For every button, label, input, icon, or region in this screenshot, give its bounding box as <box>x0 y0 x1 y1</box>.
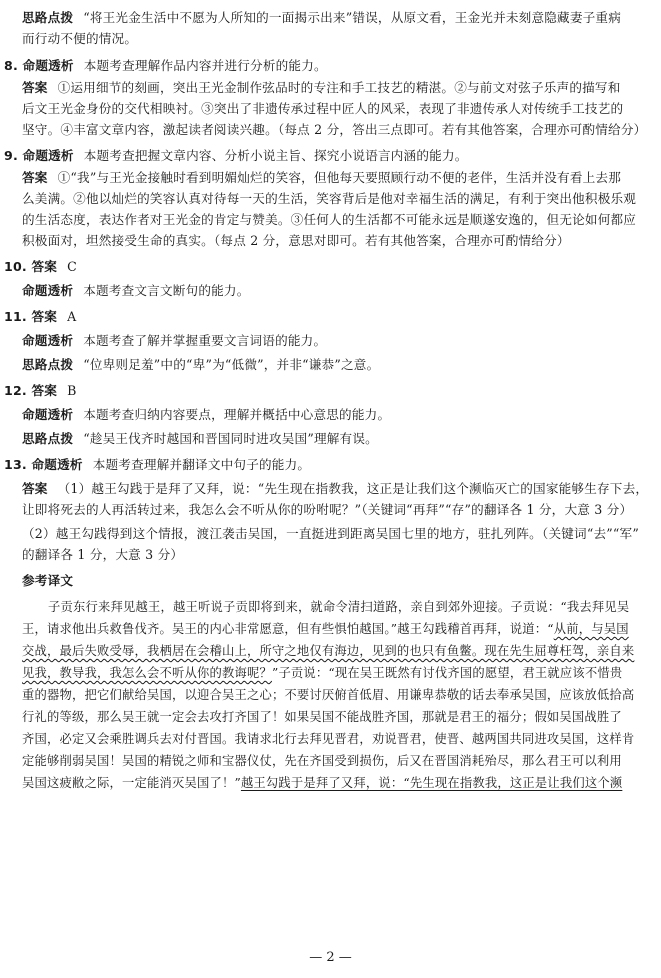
text-line <box>22 31 137 47</box>
body-text: 么美满。②他以灿烂的笑容认真对待每一天的生活，笑容背后是他对幸福生活的满足，有利于突出他积极乐观 <box>22 191 637 206</box>
body-text: 本题考查文言文断句的能力。 <box>83 283 250 298</box>
text-line <box>22 283 250 299</box>
text-line <box>4 58 327 74</box>
section-label: 8. <box>4 58 18 73</box>
body-text: 本题考查把握文章内容、分析小说主旨、探究小说语言内涵的能力。 <box>83 148 468 163</box>
body-text: 交战，最后失败受辱，我栖居在会稽山上，所守之地仅有海边，见到的也只有鱼鳖。现在先生屈尊枉驾，亲自来 <box>22 644 635 658</box>
section-label: 命题透析 <box>22 283 74 298</box>
text-line <box>22 709 622 725</box>
text-line <box>22 502 632 518</box>
body-text: 本题考查理解并翻译文中句子的能力。 <box>92 457 311 472</box>
text-line <box>22 191 636 207</box>
body-text: 吴国这疲敝之际，一定能消灭吴国了！” <box>22 776 241 790</box>
body-text: 后文王光金身份的交代相映衬。③突出了非遗传承过程中匠人的风采，表现了非遗传承人对传统手工技艺的 <box>22 101 624 116</box>
section-label: 思路点拨 <box>22 431 74 446</box>
section-label: 答案 <box>26 309 58 324</box>
body-text: “将王光金生活中不愿为人所知的一面揭示出来”错误，从原文看，王金光并未刻意隐藏妻子重病 <box>83 10 622 25</box>
text-line <box>22 643 634 659</box>
section-label: 12. <box>4 383 27 398</box>
section-label: 命题透析 <box>22 407 74 422</box>
body-text: C <box>67 259 77 274</box>
text-line <box>22 665 622 681</box>
body-text: （2）越王勾践得到这个情报，渡江袭击吴国，一直挺进到距离吴国七里的地方，驻扎列阵。（关键词“去”“军” <box>22 526 639 541</box>
body-text: 定能够削弱吴国！吴国的精锐之师和宝器仪仗，先在齐国受到损伤，后又在晋国消耗殆尽，那么君王可以利用 <box>22 754 622 768</box>
body-text: 让即将死去的人再活转过来，我怎么会不听从你的吩咐呢？”（关键词“再拜”“存”的翻译各 1 分，大意 3 分） <box>22 502 633 517</box>
text-line <box>22 621 629 637</box>
text-line <box>22 10 621 26</box>
body-text: 坚守。④丰富文章内容，激起读者阅读兴趣。（每点 2 分，答出三点即可。若有其他答案，合理亦可酌情给分） <box>22 122 647 137</box>
section-label: 答案 <box>26 259 58 274</box>
text-line <box>4 148 468 164</box>
body-text: 的生活态度，表达作者对王光金的肯定与赞美。③任何人的生活都不可能永远是顺遂安逸的，但无论如何都应 <box>22 212 637 227</box>
body-text: 本题考查理解作品内容并进行分析的能力。 <box>83 58 327 73</box>
body-text: 的翻译各 1 分，大意 3 分） <box>22 547 184 562</box>
body-text: A <box>67 309 77 324</box>
section-label: 答案 <box>22 80 48 95</box>
body-text: 见我，教导我，我怎么会不听从你的教诲呢？ <box>22 666 272 680</box>
text-line <box>22 80 621 96</box>
text-line <box>4 259 77 275</box>
text-line <box>22 753 622 769</box>
body-text: 从前，与吴国 <box>553 622 629 636</box>
body-text: 行礼的等级，那么吴王就一定会去攻打齐国了！如果吴国不能战胜齐国，那就是君王的福分；假如吴国战胜了 <box>22 710 622 724</box>
text-line <box>22 775 622 791</box>
body-text: 齐国，必定又会乘胜调兵去对付晋国。我请求北行去拜见晋君，劝说晋君，使晋、越两国共同进攻吴国，这样肯 <box>22 732 635 746</box>
section-label: 13. <box>4 457 27 472</box>
text-line <box>22 573 73 589</box>
text-line <box>22 547 183 563</box>
section-label: 命题透析 <box>26 457 83 472</box>
section-label: 答案 <box>22 481 48 496</box>
body-text: “位卑则足羞”中的“卑”为“低微”，并非“谦恭”之意。 <box>83 357 380 372</box>
section-label: 思路点拨 <box>22 10 74 25</box>
text-line <box>22 431 378 447</box>
body-text: 越王勾践于是拜了又拜，说：“先生现在指教我，这正是让我们这个濒 <box>240 776 623 790</box>
section-label: 9. <box>4 148 18 163</box>
text-line <box>22 481 648 497</box>
section-label: 10. <box>4 259 27 274</box>
page-number: — 2 — <box>309 950 352 965</box>
body-text: 而行动不便的情况。 <box>22 31 138 46</box>
section-label: 命题透析 <box>17 58 74 73</box>
text-line <box>4 309 76 325</box>
text-line <box>22 233 570 249</box>
body-text: 本题考查了解并掌握重要文言词语的能力。 <box>83 333 327 348</box>
text-line <box>22 407 390 423</box>
body-text: 王，请求他出兵救鲁伐齐。吴王的内心非常愿意，但有些惧怕越国。”越王勾践稽首再拜，说道：“ <box>22 622 554 636</box>
section-label: 答案 <box>26 383 58 398</box>
body-text: ①“我”与王光金接触时看到明媚灿烂的笑容，但他每天要照顾行动不便的老伴，生活并没有看上去那 <box>57 170 622 185</box>
text-line <box>22 333 326 349</box>
section-label: 命题透析 <box>17 148 74 163</box>
section-label: 11. <box>4 309 27 324</box>
body-text: 重的器物，把它们献给吴国，以迎合吴王之心；不要讨厌俯首低眉、用谦卑恭敬的话去奉承吴国，应该放低拾高 <box>22 688 635 702</box>
text-line <box>22 687 634 703</box>
text-line <box>22 122 646 138</box>
body-text: 子贡东行来拜见越王，越王听说子贡即将到来，就命令清扫道路，亲自到郊外迎接。子贡说：“我去拜见吴 <box>48 600 630 614</box>
text-line <box>22 526 639 542</box>
text-line <box>4 457 310 473</box>
section-label: 参考译文 <box>22 573 74 588</box>
section-label: 答案 <box>22 170 48 185</box>
text-line <box>22 357 379 373</box>
body-text: （1）越王勾践于是拜了又拜，说：“先生现在指教我，这正是让我们这个濒临灭亡的国家能够生存下去， <box>57 481 649 496</box>
section-label: 命题透析 <box>22 333 74 348</box>
text-line <box>48 599 629 615</box>
text-line <box>22 731 634 747</box>
body-text: 积极面对，坦然接受生命的真实。（每点 2 分，意思对即可。若有其他答案，合理亦可酌情给分） <box>22 233 570 248</box>
body-text: ①运用细节的刻画，突出王光金制作弦品时的专注和手工技艺的精湛。②与前文对弦子乐声的描写和 <box>57 80 621 95</box>
text-line <box>22 212 636 228</box>
body-text: 本题考查归纳内容要点，理解并概括中心意思的能力。 <box>83 407 391 422</box>
body-text: ”子贡说：“现在吴王既然有讨伐齐国的愿望，君王就应该不惜贵 <box>271 666 623 680</box>
text-line <box>4 383 77 399</box>
text-line <box>22 101 623 117</box>
section-label: 思路点拨 <box>22 357 74 372</box>
body-text: B <box>67 383 77 398</box>
body-text: “趁吴王伐齐时越国和晋国同时进攻吴国”理解有误。 <box>83 431 378 446</box>
text-line <box>22 170 621 186</box>
